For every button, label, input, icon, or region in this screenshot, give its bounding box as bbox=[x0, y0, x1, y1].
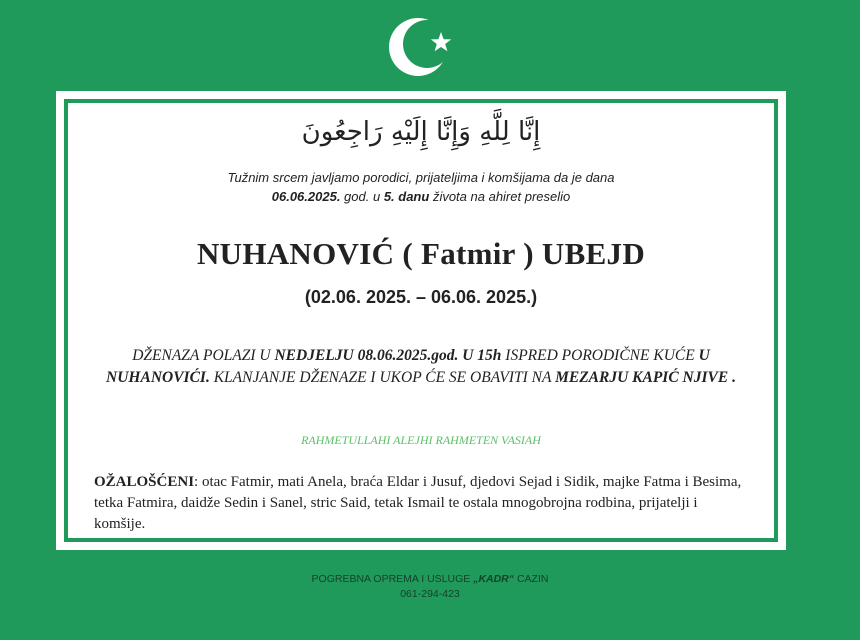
janaza-place2: MEZARJU KAPIĆ NJIVE bbox=[555, 369, 729, 386]
mourners-label: OŽALOŠĆENI bbox=[94, 474, 195, 490]
janaza-time: U 15h bbox=[462, 347, 502, 364]
janaza-p3: ISPRED PORODIČNE KUĆE bbox=[501, 347, 699, 364]
janaza-p1: DŽENAZA POLAZI U bbox=[132, 347, 275, 364]
funeral-service-footer bbox=[0, 572, 860, 602]
mourners-text bbox=[94, 472, 750, 535]
intro-text bbox=[108, 168, 734, 206]
arabic-verse: إِنَّا لِلَّهِ وَإِنَّا إِلَيْهِ رَاجِعُونَ bbox=[301, 117, 541, 147]
life-dates: (02.06. 2025. – 06.06. 2025.) bbox=[304, 287, 538, 307]
mourners-list: : otac Fatmir, mati Anela, braća Eldar i Jusuf, djedovi Sejad i Sidik, majke Fatma i Besima, tetka Fatmira, daidže Sedin i Sanel, stric Said, tetak Ismail te ostala mnogobrojna rodbina, prijatelji i komšije. bbox=[94, 474, 742, 532]
intro-day: 5. danu bbox=[383, 189, 430, 204]
footer-company-prefix: POGREBNA OPREMA I USLUGE bbox=[311, 573, 474, 585]
card-border bbox=[64, 99, 778, 542]
obituary-card bbox=[56, 91, 786, 550]
footer-city: CAZIN bbox=[514, 573, 549, 585]
janaza-place1: U NUHANOVIĆI. bbox=[106, 347, 710, 386]
footer-company bbox=[0, 572, 860, 587]
janaza-p4: KLANJANJE DŽENAZE I UKOP ĆE SE OBAVITI NA bbox=[209, 369, 556, 386]
intro-end: života na ahiret preselio bbox=[429, 189, 571, 204]
rahmet-line: RAHMETULLAHI ALEJHI RAHMETEN VASIAH bbox=[301, 433, 541, 447]
intro-date: 06.06.2025. bbox=[271, 189, 341, 204]
footer-phone: 061-294-423 bbox=[400, 588, 460, 600]
intro-mid: god. u bbox=[340, 189, 384, 204]
janaza-day: NEDJELJU 08.06.2025.god. bbox=[274, 347, 459, 364]
deceased-name: NUHANOVIĆ ( Fatmir ) UBEJD bbox=[196, 236, 646, 271]
footer-brand: „KADR“ bbox=[473, 573, 515, 585]
janaza-p5: . bbox=[728, 369, 736, 386]
janaza-notice bbox=[98, 345, 744, 389]
intro-line1: Tužnim srcem javljamo porodici, prijateljima i komšijama da je dana bbox=[227, 170, 615, 185]
crescent-star-icon bbox=[388, 14, 458, 80]
